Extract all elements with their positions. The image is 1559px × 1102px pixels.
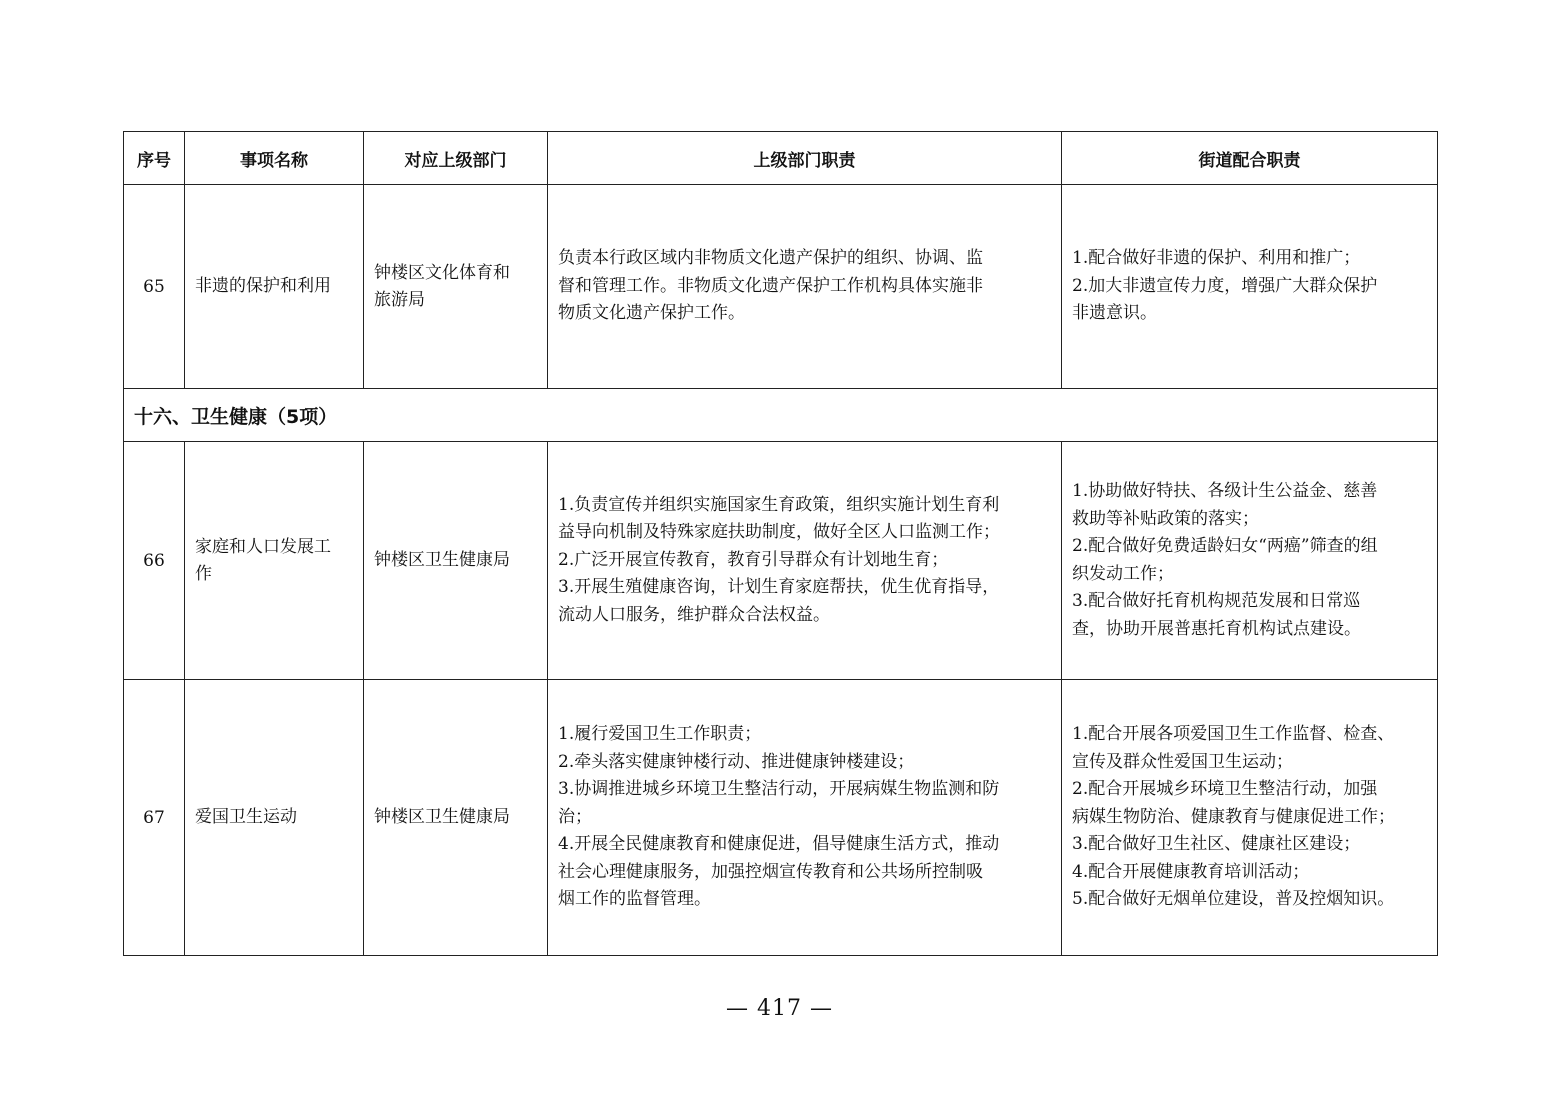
text-line: 病媒生物防治、健康教育与健康促进工作；: [1072, 806, 1395, 827]
item-name: [185, 442, 364, 680]
row-number: 65: [124, 185, 185, 389]
text-line: 1.履行爱国卫生工作职责；: [558, 724, 762, 745]
text-line: 1.负责宣传并组织实施国家生育政策，组织实施计划生育利: [558, 494, 1000, 515]
duty-text: [548, 680, 1062, 956]
row-number: 67: [124, 680, 185, 956]
text-line: 宣传及群众性爱国卫生运动；: [1072, 751, 1293, 772]
header-duty: 上级部门职责: [548, 132, 1062, 185]
text-line: 非遗意识。: [1072, 303, 1157, 324]
street-text: [1062, 185, 1438, 389]
header-dept: 对应上级部门: [364, 132, 548, 185]
row-number: 66: [124, 442, 185, 680]
text-line: 织发动工作；: [1072, 563, 1174, 584]
dept-name: [364, 185, 548, 389]
text-line: 旅游局: [374, 289, 425, 310]
text-line: 3.配合做好托育机构规范发展和日常巡: [1072, 591, 1361, 611]
text-line: 救助等补贴政策的落实；: [1072, 508, 1259, 529]
text-line: 2.广泛开展宣传教育，教育引导群众有计划地生育；: [558, 549, 949, 570]
text-line: 2.配合开展城乡环境卫生整洁行动，加强: [1072, 779, 1378, 800]
header-row: [124, 132, 1438, 185]
text-line: 4.配合开展健康教育培训活动；: [1072, 861, 1310, 882]
responsibility-table: [123, 131, 1438, 956]
table-row-65: [124, 185, 1438, 389]
header-item: 事项名称: [185, 132, 364, 185]
text-line: 负责本行政区域内非物质文化遗产保护的组织、协调、监: [558, 248, 983, 269]
text-line: 督和管理工作。非物质文化遗产保护工作机构具体实施非: [558, 275, 983, 296]
text-line: 2.牵头落实健康钟楼行动、推进健康钟楼建设；: [558, 751, 915, 772]
text-line: 作: [195, 563, 212, 584]
table-row-66: [124, 442, 1438, 680]
text-line: 烟工作的监督管理。: [558, 889, 711, 910]
page-number: — 417 —: [726, 996, 833, 1021]
text-line: 1.配合做好非遗的保护、利用和推广；: [1072, 248, 1361, 269]
text-line: 1.配合开展各项爱国卫生工作监督、检查、: [1072, 724, 1395, 745]
text-line: 物质文化遗产保护工作。: [558, 303, 745, 324]
text-line: 2.配合做好免费适龄妇女“两癌”筛查的组: [1072, 536, 1378, 556]
duty-text: [548, 442, 1062, 680]
text-line: 家庭和人口发展工: [195, 536, 331, 557]
text-line: 4.开展全民健康教育和健康促进，倡导健康生活方式，推动: [558, 834, 1000, 855]
text-line: 社会心理健康服务，加强控烟宣传教育和公共场所控制吸: [558, 861, 983, 882]
text-line: 益导向机制及特殊家庭扶助制度，做好全区人口监测工作；: [558, 522, 1000, 543]
text-line: 流动人口服务，维护群众合法权益。: [558, 604, 830, 625]
text-line: 3.协调推进城乡环境卫生整洁行动，开展病媒生物监测和防: [558, 779, 1000, 800]
item-name: 爱国卫生运动: [185, 680, 364, 956]
duty-text: [548, 185, 1062, 389]
dept-name: 钟楼区卫生健康局: [364, 680, 548, 956]
text-line: 钟楼区文化体育和: [374, 262, 510, 283]
street-text: [1062, 680, 1438, 956]
dept-name: 钟楼区卫生健康局: [364, 442, 548, 680]
text-line: 2.加大非遗宣传力度，增强广大群众保护: [1072, 275, 1378, 296]
section-title: 十六、卫生健康（5项）: [124, 389, 1438, 442]
text-line: 查，协助开展普惠托育机构试点建设。: [1072, 618, 1361, 639]
table-row-67: [124, 680, 1438, 956]
item-name: 非遗的保护和利用: [185, 185, 364, 389]
header-street: 街道配合职责: [1062, 132, 1438, 185]
text-line: 治；: [558, 806, 592, 827]
text-line: 1.协助做好特扶、各级计生公益金、慈善: [1072, 481, 1378, 501]
section-row: [124, 389, 1438, 442]
text-line: 5.配合做好无烟单位建设，普及控烟知识。: [1072, 889, 1395, 910]
text-line: 3.配合做好卫生社区、健康社区建设；: [1072, 834, 1361, 855]
street-text: [1062, 442, 1438, 680]
text-line: 3.开展生殖健康咨询，计划生育家庭帮扶，优生优育指导，: [558, 577, 1000, 598]
header-no: 序号: [124, 132, 185, 185]
